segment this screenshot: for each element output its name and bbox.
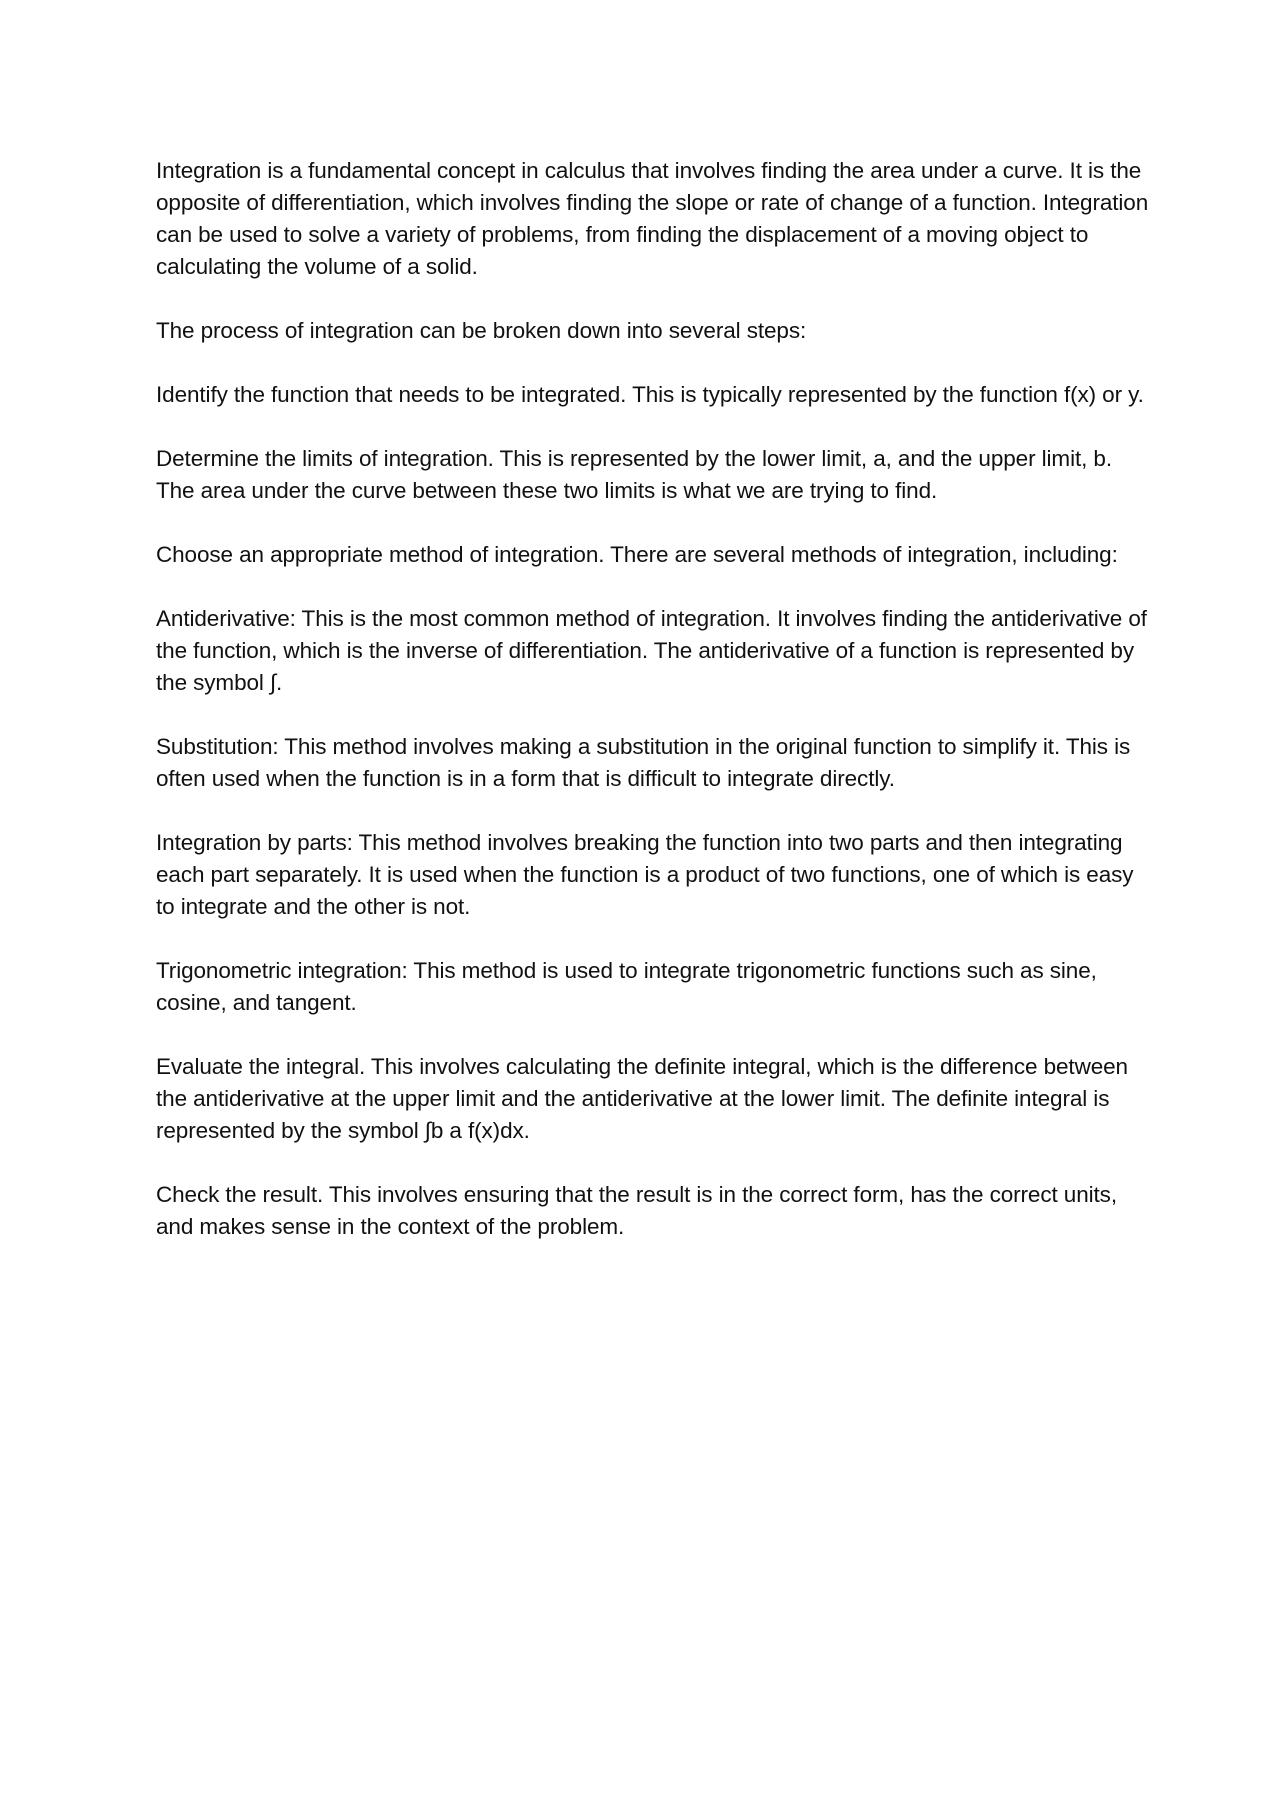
paragraph-choose-method: Choose an appropriate method of integration. There are several methods of integration, including: [156, 542, 1118, 567]
paragraph-substitution: Substitution: This method involves making a substitution in the original function to simplify it. This is often used when the function is in a form that is difficult to integrate directly. [156, 734, 1131, 791]
paragraph-process: The process of integration can be broken down into several steps: [156, 318, 807, 343]
paragraph-check-result: Check the result. This involves ensuring that the result is in the correct form, has the correct units, and makes sense in the context of the problem. [156, 1182, 1117, 1239]
paragraph-integration-by-parts: Integration by parts: This method involves breaking the function into two parts and then integrating each part separately. It is used when the function is a product of two functions, one of which is easy to integrate and the other is not. [156, 830, 1134, 919]
paragraph-trigonometric: Trigonometric integration: This method is used to integrate trigonometric functions such as sine, cosine, and tangent. [156, 958, 1097, 1015]
document-page [156, 155, 1156, 1275]
paragraph-intro: Integration is a fundamental concept in calculus that involves finding the area under a curve. It is the opposite of differentiation, which involves finding the slope or rate of change of a function. Integration can be used to solve a variety of problems, from finding the displacement of a moving object to calculating the volume of a solid. [156, 158, 1149, 279]
paragraph-limits: Determine the limits of integration. This is represented by the lower limit, a, and the upper limit, b. The area under the curve between these two limits is what we are trying to find. [156, 446, 1112, 503]
paragraph-evaluate: Evaluate the integral. This involves calculating the definite integral, which is the difference between the antiderivative at the upper limit and the antiderivative at the lower limit. The definite integral is represented by the symbol ∫b a f(x)dx. [156, 1054, 1128, 1143]
paragraph-identify-function: Identify the function that needs to be integrated. This is typically represented by the function f(x) or y. [156, 382, 1144, 407]
paragraph-antiderivative: Antiderivative: This is the most common method of integration. It involves finding the antiderivative of the function, which is the inverse of differentiation. The antiderivative of a function is represented by the symbol ∫. [156, 606, 1147, 695]
